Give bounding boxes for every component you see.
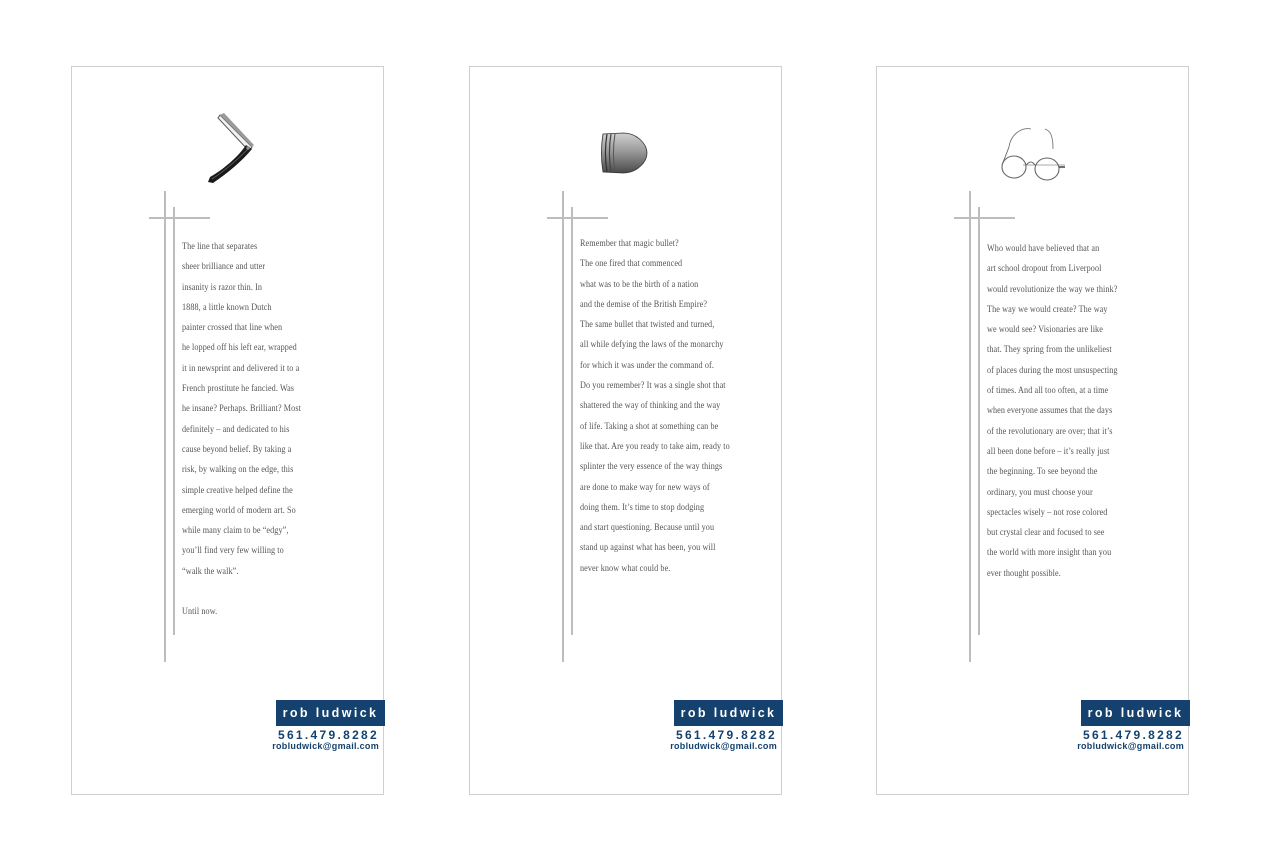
horizontal-rule	[547, 217, 608, 219]
copy-line: Do you remember? It was a single shot that	[580, 381, 726, 392]
copy-line: you’ll find very few willing to	[182, 546, 284, 557]
phone-number: 561.479.8282	[675, 728, 777, 742]
horizontal-rule	[149, 217, 210, 219]
copy-line: of life. Taking a shot at something can be	[580, 421, 719, 432]
copy-line: art school dropout from Liverpool	[987, 264, 1102, 275]
copy-line: The same bullet that twisted and turned,	[580, 320, 715, 331]
body-copy	[182, 237, 320, 623]
ad-panel-razor	[71, 66, 384, 795]
vertical-rule-outer	[969, 191, 971, 662]
copy-line: ordinary, you must choose your	[987, 487, 1093, 498]
copy-line: while many claim to be “edgy”,	[182, 526, 289, 537]
copy-line: like that. Are you ready to take aim, ready to	[580, 441, 730, 452]
eyeglasses-icon	[999, 123, 1069, 185]
copy-line: definitely – and dedicated to his	[182, 424, 290, 435]
copy-line: splinter the very essence of the way things	[580, 462, 723, 473]
copy-line: for which it was under the command of.	[580, 360, 714, 371]
vertical-rule-inner	[978, 207, 980, 635]
copy-line: and start questioning. Because until you	[580, 523, 715, 534]
copy-line: of times. And all too often, at a time	[987, 386, 1109, 397]
ad-panel-glasses	[876, 66, 1189, 795]
copy-line: it in newsprint and delivered it to a	[182, 363, 300, 374]
copy-line: painter crossed that line when	[182, 323, 283, 334]
copy-line: that. They spring from the unlikeliest	[987, 345, 1112, 356]
copy-line: of places during the most unsuspecting	[987, 365, 1118, 376]
body-copy	[580, 234, 754, 579]
vertical-rule-outer	[164, 191, 166, 662]
phone-number: 561.479.8282	[277, 728, 379, 742]
copy-line: all while defying the laws of the monarchy	[580, 340, 724, 351]
bullet-icon	[599, 130, 649, 176]
copy-line: Until now.	[182, 607, 218, 618]
copy-line: never know what could be.	[580, 563, 671, 574]
vertical-rule-inner	[173, 207, 175, 635]
copy-line: what was to be the birth of a nation	[580, 279, 699, 290]
copy-line: are done to make way for new ways of	[580, 482, 710, 493]
vertical-rule-outer	[562, 191, 564, 662]
copy-line: spectacles wisely – not rose colored	[987, 507, 1108, 518]
copy-line: the beginning. To see beyond the	[987, 467, 1098, 478]
copy-line: we would see? Visionaries are like	[987, 325, 1103, 336]
copy-line: insanity is razor thin. In	[182, 282, 263, 293]
copy-line: French prostitute he fancied. Was	[182, 384, 295, 395]
copy-line: the world with more insight than you	[987, 548, 1112, 559]
copy-line: doing them. It’s time to stop dodging	[580, 502, 705, 513]
copy-spacer	[182, 582, 301, 602]
phone-number: 561.479.8282	[1082, 728, 1184, 742]
name-badge: rob ludwick	[674, 700, 783, 726]
copy-line: ever thought possible.	[987, 568, 1061, 579]
copy-line: sheer brilliance and utter	[182, 262, 266, 273]
copy-line: but crystal clear and focused to see	[987, 528, 1105, 539]
copy-line: would revolutionize the way we think?	[987, 284, 1118, 295]
ad-panel-bullet	[469, 66, 782, 795]
copy-line: The line that separates	[182, 242, 258, 252]
copy-line: he lopped off his left ear, wrapped	[182, 343, 297, 354]
email-address: robludwick@gmail.com	[272, 741, 379, 751]
copy-line: The one fired that commenced	[580, 259, 683, 270]
copy-line: stand up against what has been, you will	[580, 543, 716, 554]
straight-razor-icon	[202, 111, 258, 187]
copy-line: Who would have believed that an	[987, 244, 1100, 254]
copy-line: shattered the way of thinking and the way	[580, 401, 721, 412]
copy-line: of the revolutionary are over; that it’s	[987, 426, 1113, 437]
copy-line: all been done before – it’s really just	[987, 446, 1110, 457]
horizontal-rule	[954, 217, 1015, 219]
copy-line: The way we would create? The way	[987, 304, 1108, 315]
name-badge: rob ludwick	[1081, 700, 1190, 726]
name-badge: rob ludwick	[276, 700, 385, 726]
vertical-rule-inner	[571, 207, 573, 635]
copy-line: and the demise of the British Empire?	[580, 299, 708, 310]
email-address: robludwick@gmail.com	[1077, 741, 1184, 751]
copy-line: cause beyond belief. By taking a	[182, 444, 292, 455]
copy-line: risk, by walking on the edge, this	[182, 465, 294, 476]
copy-line: he insane? Perhaps. Brilliant? Most	[182, 404, 301, 415]
copy-line: simple creative helped define the	[182, 485, 293, 496]
copy-line: 1888, a little known Dutch	[182, 302, 272, 313]
copy-line: when everyone assumes that the days	[987, 406, 1113, 417]
email-address: robludwick@gmail.com	[670, 741, 777, 751]
body-copy	[987, 239, 1139, 584]
copy-line: emerging world of modern art. So	[182, 505, 296, 516]
copy-line: “walk the walk”.	[182, 566, 239, 577]
copy-line: Remember that magic bullet?	[580, 239, 679, 249]
